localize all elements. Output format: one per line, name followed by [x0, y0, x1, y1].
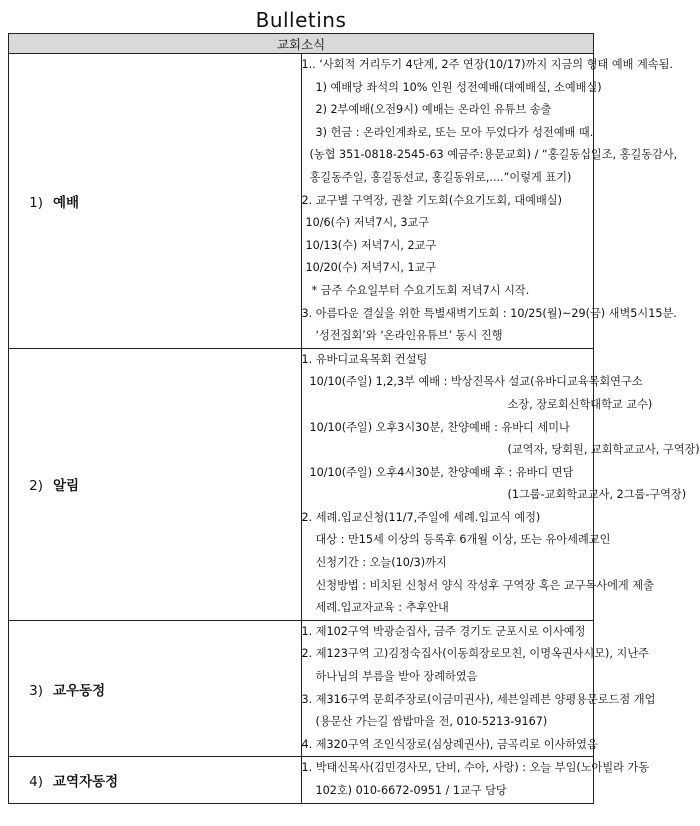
content-line: 1. 제102구역 박광순집사, 금주 경기도 군포시로 이사예정 [301, 624, 586, 638]
content-line: 신청방법 : 비치된 신청서 양식 작성후 구역장 혹은 교구목사에게 제출 [315, 578, 654, 592]
content-line: 하나님의 부름을 받아 장례하였음 [315, 670, 478, 684]
section-number: 1) [29, 194, 43, 211]
table-header-row [9, 34, 594, 54]
section-title: 교역자동정 [53, 774, 119, 790]
section-label [9, 620, 302, 757]
content-line: 2. 교구별 구역장, 권찰 기도회(수요기도회, 대예배실) [301, 193, 562, 207]
content-line: 1.. ‘사회적 거리두기 4단계, 2주 연장(10/17)까지 지금의 형태 예배 계속됨. [301, 58, 673, 71]
section-label [9, 348, 302, 620]
content-line: (교역자, 당회원, 교회학교교사, 구역장) [507, 443, 700, 457]
content-line: (1그룹-교회학교교사, 2그룹-구역장) [507, 488, 687, 502]
content-line: 1. 유바디교육목회 컨설팅 [301, 352, 428, 366]
section-row [9, 620, 594, 757]
content-line: (농협 351-0818-2545-63 예금주:용문교회) / “홍길동십일조, 홍길동감사, [309, 148, 678, 162]
content-line: 대상 : 만15세 이상의 등록후 6개월 이상, 또는 유아세례교인 [315, 533, 611, 547]
page-title: Bulletins [255, 8, 347, 32]
section-row [9, 348, 594, 620]
table-header: 교회소식 [9, 34, 594, 54]
content-line: 2) 2부예배(오전9시) 예배는 온라인 유튜브 송출 [315, 103, 552, 117]
content-line: 홍길동주일, 홍길동선교, 홍길동위로,....”이렇게 표기) [309, 170, 572, 184]
section-content [301, 757, 650, 803]
section-number: 3) [29, 682, 43, 699]
section-content [301, 620, 656, 757]
content-line: 소장, 장로회신학대학교 교수) [507, 397, 653, 411]
content-line: 10/10(주일) 1,2,3부 예배 : 박상진목사 설교(유바디교육목회연구소 [309, 375, 643, 389]
content-line: 신청기간 : 오늘(10/3)까지 [315, 556, 447, 570]
section-content [301, 54, 678, 349]
content-line: 10/20(수) 저녁7시, 1교구 [305, 261, 437, 275]
content-line: 10/6(수) 저녁7시, 3교구 [305, 216, 430, 230]
section-label [9, 757, 302, 803]
content-line: 10/13(수) 저녁7시, 2교구 [305, 238, 437, 252]
content-line: ‘성전집회’와 ‘온라인유튜브’ 동시 진행 [315, 329, 503, 343]
sections-body [9, 54, 700, 804]
section-number: 2) [29, 478, 43, 495]
content-line: 3. 제316구역 문희주장로(이금미권사), 세븐일레븐 양평용문로드점 개업 [301, 692, 656, 706]
section-title: 알림 [53, 478, 80, 495]
bulletin-table [8, 33, 700, 804]
section-row [9, 757, 594, 803]
content-line: 1. 박태신목사(김민경사모, 단비, 수아, 사랑) : 오늘 부임(노아빌라 가동 [301, 761, 650, 775]
content-line: 3) 헌금 : 온라인계좌로, 또는 모아 두었다가 성전예배 때. [315, 125, 594, 139]
section-title: 교우동정 [53, 682, 106, 699]
content-line: 1) 예배당 좌석의 10% 인원 성전예배(대예배실, 소예배실) [315, 80, 602, 94]
content-line: 10/10(주일) 오후4시30분, 찬양예배 후 : 유바디 면담 [309, 465, 574, 479]
section-row [9, 54, 594, 349]
content-line: 102호) 010-6672-0951 / 1교구 담당 [315, 784, 507, 797]
section-content [301, 348, 700, 620]
content-line: 세례.입교자교육 : 추후안내 [315, 601, 449, 615]
section-label [9, 54, 302, 349]
section-title: 예배 [53, 194, 80, 211]
content-line: 2. 세례.입교신청(11/7,주일에 세례.입교식 예정) [301, 510, 541, 524]
content-line: 2. 제123구역 고)김정숙집사(이동희장로모친, 이명옥권사시모), 지난주 [301, 647, 649, 661]
content-line: 10/10(주일) 오후3시30분, 찬양예배 : 유바디 세미나 [309, 420, 570, 434]
section-number: 4) [29, 774, 43, 790]
content-line: 3. 아름다운 결실을 위한 특별새벽기도회 : 10/25(월)~29(금) 새벽5시15분. [301, 306, 677, 320]
content-line: * 금주 수요일부터 수요기도회 저녁7시 시작. [311, 283, 530, 297]
content-line: 4. 제320구역 조인식장로(심상례권사), 금곡리로 이사하였음 [301, 737, 598, 751]
content-line: (용문산 가는길 쌈밥마을 전, 010-5213-9167) [315, 715, 548, 729]
